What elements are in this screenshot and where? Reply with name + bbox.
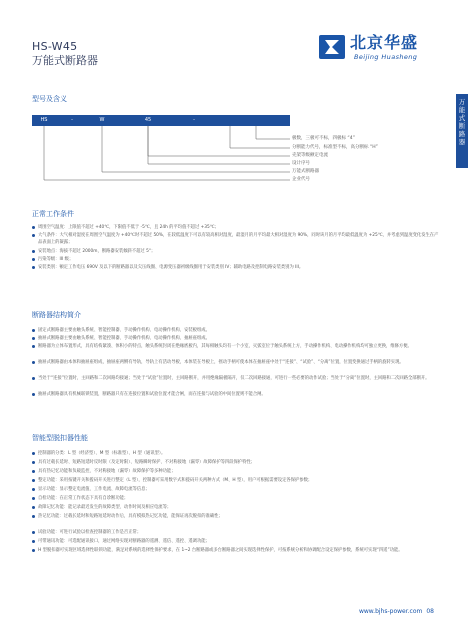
structure-title: 断路器结构简介 (32, 311, 81, 319)
bullet-icon (32, 506, 35, 509)
model-code-cell: 45 (144, 117, 152, 123)
bullet-icon (32, 452, 35, 455)
bullet-icon (32, 266, 35, 269)
model-code-cell (218, 115, 242, 126)
list-item: 显示功能：显示整定电流值、工作电流、故障电流等信息； (32, 486, 442, 493)
list-item: 抽屉式断路器由本体和抽屉座组成，抽屉座两侧有导轨，导轨上有活动导板，本体装在导板上，摇动手柄可使本体在抽屉座中处于“连接”、“试验”、“分离”位置，位置变换通过手柄的旋转实现。 (32, 359, 442, 366)
intelligent-trip-title: 智能型脱扣器性能 (32, 434, 88, 442)
list-item: 断路器为立体布置形式，具有结构紧凑、体积小的特点，触头系统封闭在绝缘底板内，其每相触头均有一个小室，灭弧室位于触头系统上方，手动操作机构、电动操作机构均可独立更换，维修方便。 (32, 343, 442, 350)
bullet-icon (32, 497, 35, 500)
logo-chinese-text: 北京华盛 (350, 33, 419, 52)
bullet-icon (32, 461, 35, 464)
list-item: 污染等级：III 级； (32, 256, 442, 263)
list-item: 自检功能：在正常工作状态下具有自诊断功能； (32, 495, 442, 502)
bullet-icon (32, 393, 35, 396)
list-item: 整定功能：采用按键开关和拨码开关进行整定（L 型），控制器可采用数字式和拨码开关两种方式（M、H 型），用户可根据需要设定各保护参数； (32, 477, 442, 484)
logo-mark-icon (317, 32, 347, 62)
model-code-bar (32, 115, 290, 126)
model-annotation: 企业代号 (292, 177, 310, 182)
list-item: 抽屉式断路器具有机械联锁装置，断路器只有在连接位置和试验位置才能合闸，而在连接与试验的中间位置则不能合闸。 (32, 391, 442, 398)
list-item: H 型脱扣器可实现区域选择性联锁功能，满足对系统的选择性保护要求，在 1~2 台断路器或多台断路器之间实现选择性保护，可按系统分析和协调配合设定保护参数，系统可实现“四遥”功能。 (32, 547, 442, 554)
list-item: 安装地点：海拔不超过 2000m，断路器安装倾斜不超过 5°； (32, 248, 442, 255)
side-category-label: 万能式断路器 (458, 98, 466, 146)
list-item: 周围空气温度：上限值不超过 +40℃，下限值不低于 -5℃，且 24h 的平均值不超过 +35℃； (32, 224, 442, 231)
bullet-icon (32, 488, 35, 491)
list-item: 大气条件：大气相对湿度在周围空气温度为 +40℃时不超过 50%，在较低温度下可以有较高相对湿度，最湿月的月平均最大相对湿度为 90%，同时该月的月平均最低温度为 +25℃，并考虑到温度变化发生在产品表面上的凝露； (32, 232, 442, 246)
list-item: 固定式断路器主要由触头系统、智能控制器、手动操作机构、电动操作机构、安装板组成。 (32, 327, 442, 334)
bullet-icon (32, 361, 35, 364)
model-code-cell: - (193, 117, 195, 123)
bullet-icon (32, 258, 35, 261)
model-annotation: 极数，三极可不标，四极标 “4” (292, 136, 355, 141)
bullet-icon (32, 337, 35, 340)
bullet-icon (32, 234, 35, 237)
page-footer (359, 608, 434, 616)
list-item: 可带通讯功能：可选配通讯接口，通过网络实现对断路器的遥测、遥信、遥控、遥调功能； (32, 538, 442, 545)
list-item: 故障记忆功能：能记录最近发生的故障类型、动作时间及相应电流等； (32, 504, 442, 511)
model-code-cell: W (99, 117, 105, 123)
bullet-icon (32, 345, 35, 348)
list-item: 具有过载长延时、短路短延时反时限（及定时限）、短路瞬时保护、不对称接地（漏零）故障保护等四段保护特性； (32, 459, 442, 466)
bullet-icon (32, 515, 35, 518)
list-item: 具有热记忆功能和负载监控、不对称接地（漏零）故障保护等多种功能； (32, 468, 442, 475)
bullet-icon (32, 479, 35, 482)
model-annotation: 壳架等级额定电流 (292, 153, 328, 158)
bullet-icon (32, 470, 35, 473)
product-title: HS-W45 (32, 40, 78, 53)
page-number: 08 (426, 608, 434, 615)
bullet-icon (32, 226, 35, 229)
bullet-icon (32, 329, 35, 332)
model-annotation: 分断能力代号，标准型不标，高分断标 “H” (292, 145, 378, 150)
bullet-icon (32, 531, 35, 534)
list-item: 当处于“连接”位置时，主回路和二次回路均接通；当处于“试验”位置时，主回路断开，并用绝缘隔板隔开，仅二次回路接通，可进行一些必要的动作试验；当处于“分离”位置时，主回路和二次回路全部断开。 (32, 375, 442, 382)
side-category-tab (456, 94, 468, 168)
list-item: 控制器的分类：L 型（经济型）、M 型（标准型）、H 型（通讯型）。 (32, 450, 442, 457)
list-item: 安装类别：额定工作电压 690V 及以下的断路器以及欠压线圈、电源变压器初级线圈用于安装类别 IV；辅助电路及控制电路安装类别为 III。 (32, 264, 442, 271)
list-item: 热记忆功能：过载长延时和短路短延时动作后，具有模拟热记忆功能，能保证再次脱扣的准确性； (32, 513, 442, 520)
bullet-icon (32, 377, 35, 380)
model-code-cell: - (71, 117, 73, 123)
bullet-icon (32, 250, 35, 253)
bullet-icon (32, 540, 35, 543)
company-logo (317, 32, 445, 62)
product-subtitle: 万能式断路器 (32, 54, 98, 67)
normal-conditions-title: 正常工作条件 (32, 210, 74, 218)
model-section-title: 型号及含义 (32, 95, 67, 103)
logo-english-text: Beijing Huasheng (354, 53, 418, 61)
model-annotation: 设计序号 (292, 161, 310, 166)
model-code-cell: HS (40, 117, 48, 123)
bullet-icon (32, 549, 35, 552)
list-item: 抽屉式断路器主要由触头系统、智能控制器、手动操作机构、电动操作机构、抽屉座组成。 (32, 335, 442, 342)
model-annotation-lines (32, 126, 292, 190)
list-item: 试验功能：可进行试验以检查控制器的工作是否正常； (32, 529, 442, 536)
footer-url: www.bjhs-power.com (358, 608, 423, 615)
model-annotation: 万能式断路器 (292, 169, 319, 174)
